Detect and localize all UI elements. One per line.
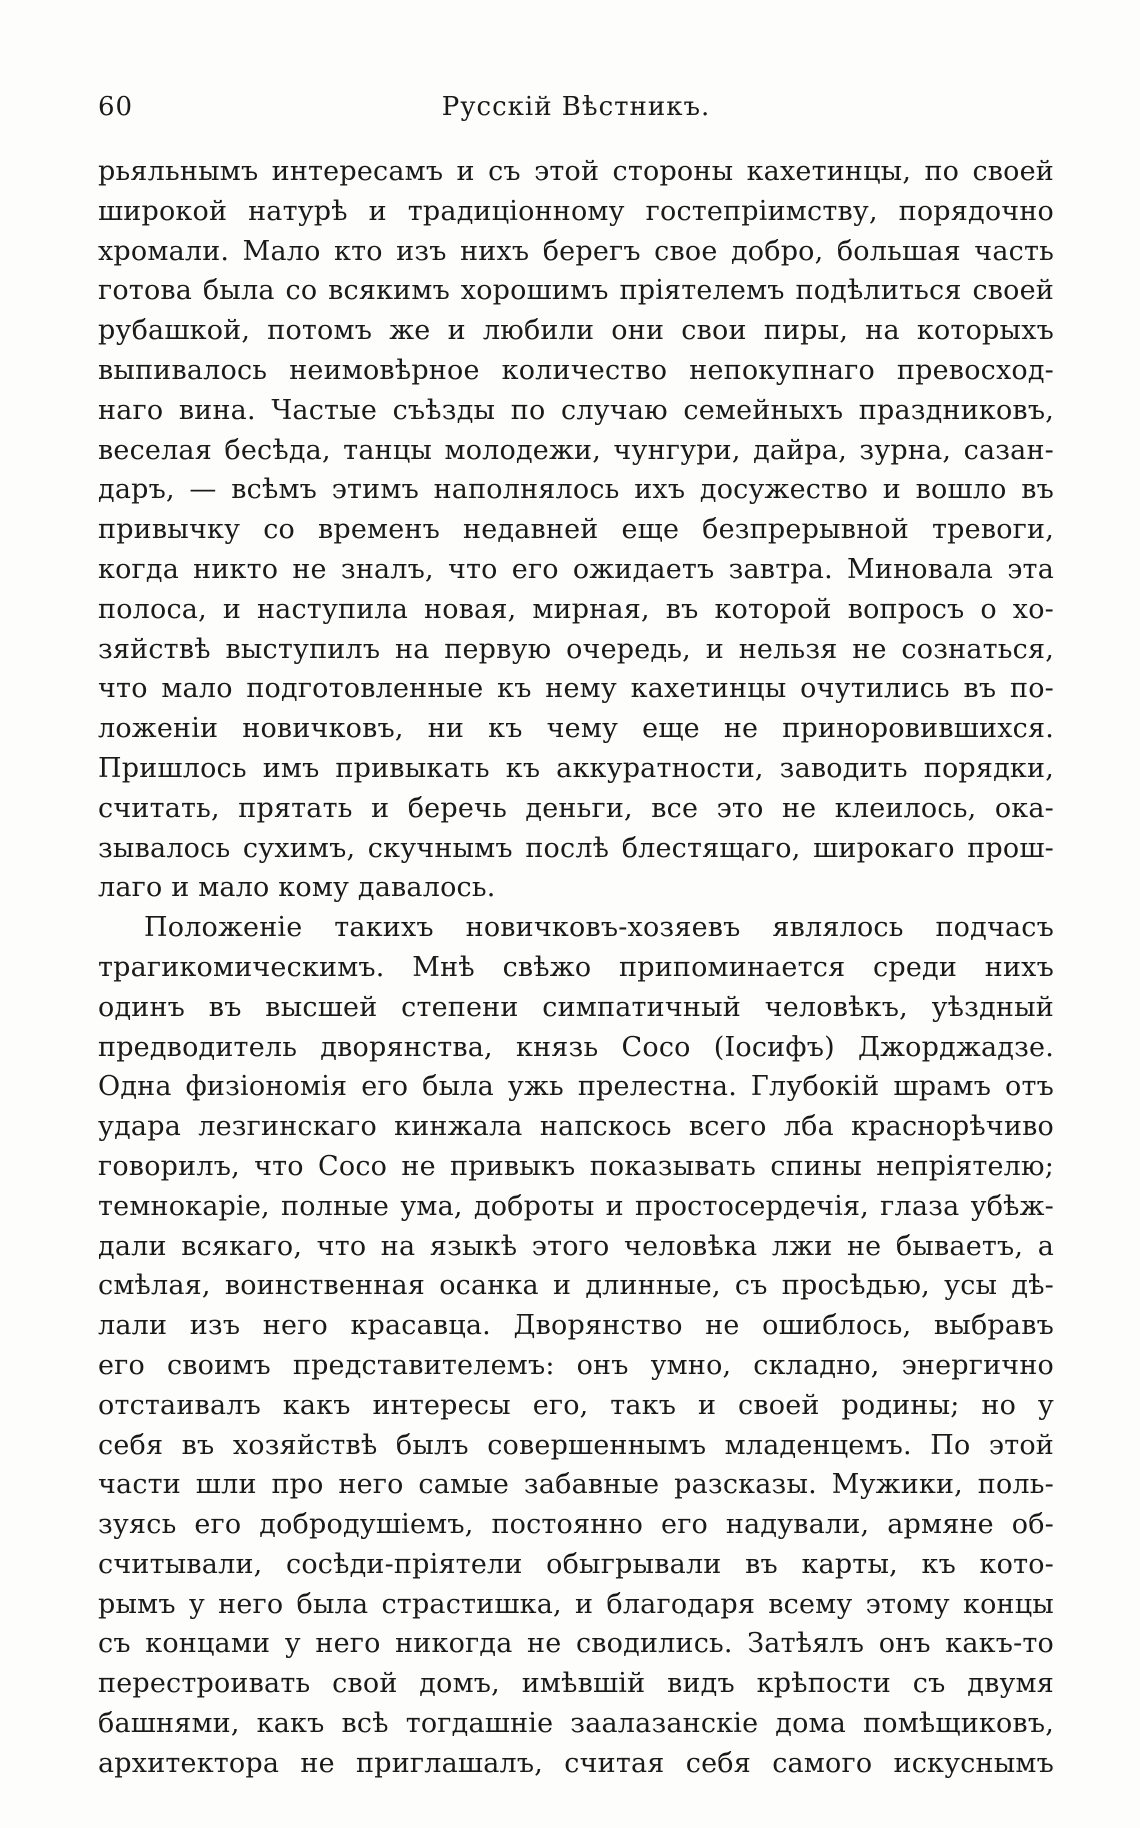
text-line: съ концами у него никогда не сводились. Затѣялъ онъ какъ-то: [98, 1628, 1054, 1660]
text-line: лаго и мало кому давалось.: [98, 872, 496, 904]
text-line: темнокаріе, полные ума, доброты и простосердечія, глаза убѣж-: [98, 1190, 1054, 1222]
text-line: считывали, сосѣди-пріятели обыгрывали въ карты, къ кото-: [98, 1548, 1054, 1580]
text-line: его своимъ представителемъ: онъ умно, складно, энергично: [98, 1349, 1054, 1381]
text-line: полоса, и наступила новая, мирная, въ которой вопросъ о хо-: [98, 593, 1054, 625]
text-line: выпивалось неимовѣрное количество непокупнаго превосход-: [98, 354, 1054, 386]
text-line: одинъ въ высшей степени симпатичный человѣкъ, уѣздный: [98, 991, 1054, 1023]
text-line: смѣлая, воинственная осанка и длинные, съ просѣдью, усы дѣ-: [98, 1270, 1054, 1302]
text-line: Одна физіономія его была ужь прелестна. Глубокій шрамъ отъ: [98, 1071, 1054, 1103]
text-line: веселая бесѣда, танцы молодежи, чунгури, дайра, зурна, сазан-: [98, 434, 1054, 466]
page-number: 60: [98, 92, 134, 122]
text-line: части шли про него самые забавные разсказы. Мужики, поль-: [98, 1469, 1054, 1501]
text-line: наго вина. Частые съѣзды по случаю семейныхъ праздниковъ,: [98, 394, 1054, 426]
text-line: считать, прятать и беречь деньги, все это не клеилось, ока-: [98, 792, 1054, 824]
body-text: [98, 152, 1054, 1784]
text-line: рубашкой, потомъ же и любили они свои пиры, на которыхъ: [98, 315, 1054, 347]
text-line: готова была со всякимъ хорошимъ пріятелемъ подѣлиться своей: [98, 275, 1054, 307]
text-line: предводитель дворянства, князь Сосо (Іосифъ) Джорджадзе.: [98, 1031, 1054, 1063]
text-line: говорилъ, что Сосо не привыкъ показывать спины непріятелю;: [98, 1150, 1054, 1182]
running-head: [98, 92, 1054, 132]
text-line: Положеніе такихъ новичковъ-хозяевъ являлось подчасъ: [144, 912, 1054, 944]
text-line: рьяльнымъ интересамъ и съ этой стороны кахетинцы, по своей: [98, 156, 1054, 187]
text-line: отстаивалъ какъ интересы его, такъ и своей родины; но у: [98, 1389, 1054, 1421]
journal-title: Русскій Вѣстникъ.: [441, 92, 711, 122]
text-line: дали всякаго, что на языкѣ этого человѣка лжи не бываетъ, а: [98, 1230, 1054, 1262]
text-line: лали изъ него красавца. Дворянство не ошиблось, выбравъ: [98, 1310, 1054, 1342]
paragraph-1: [98, 152, 1054, 908]
paragraph-2: [98, 908, 1054, 1784]
text-line: хромали. Мало кто изъ нихъ берегъ свое добро, большая часть: [98, 235, 1054, 267]
text-line: привычку со временъ недавней еще безпрерывной тревоги,: [98, 514, 1054, 546]
text-line: даръ, — всѣмъ этимъ наполнялось ихъ досужество и вошло въ: [98, 474, 1054, 506]
text-line: трагикомическимъ. Мнѣ свѣжо припоминается среди нихъ: [98, 951, 1054, 983]
text-line: ложеніи новичковъ, ни къ чему еще не приноровившихся.: [98, 713, 1054, 745]
text-line: архитектора не приглашалъ, считая себя самого искуснымъ: [98, 1747, 1054, 1779]
text-line: зывалось сухимъ, скучнымъ послѣ блестящаго, широкаго прош-: [98, 832, 1054, 864]
text-line: когда никто не зналъ, что его ожидаетъ завтра. Миновала эта: [98, 553, 1054, 585]
text-line: себя въ хозяйствѣ былъ совершеннымъ младенцемъ. По этой: [98, 1429, 1054, 1461]
text-line: зяйствѣ выступилъ на первую очередь, и нельзя не сознаться,: [98, 633, 1054, 665]
text-line: широкой натурѣ и традиціонному гостепріимству, порядочно: [98, 195, 1054, 227]
text-line: что мало подготовленные къ нему кахетинцы очутились въ по-: [98, 673, 1054, 705]
text-line: зуясь его добродушіемъ, постоянно его надували, армяне об-: [98, 1509, 1054, 1541]
text-line: перестроивать свой домъ, имѣвшій видъ крѣпости съ двумя: [98, 1668, 1054, 1700]
text-line: башнями, какъ всѣ тогдашніе заалазанскіе дома помѣщиковъ,: [98, 1708, 1054, 1740]
text-line: Пришлось имъ привыкать къ аккуратности, заводить порядки,: [98, 752, 1054, 784]
text-line: рымъ у него была страстишка, и благодаря всему этому концы: [98, 1588, 1054, 1620]
text-line: удара лезгинскаго кинжала напскось всего лба краснорѣчиво: [98, 1111, 1054, 1143]
